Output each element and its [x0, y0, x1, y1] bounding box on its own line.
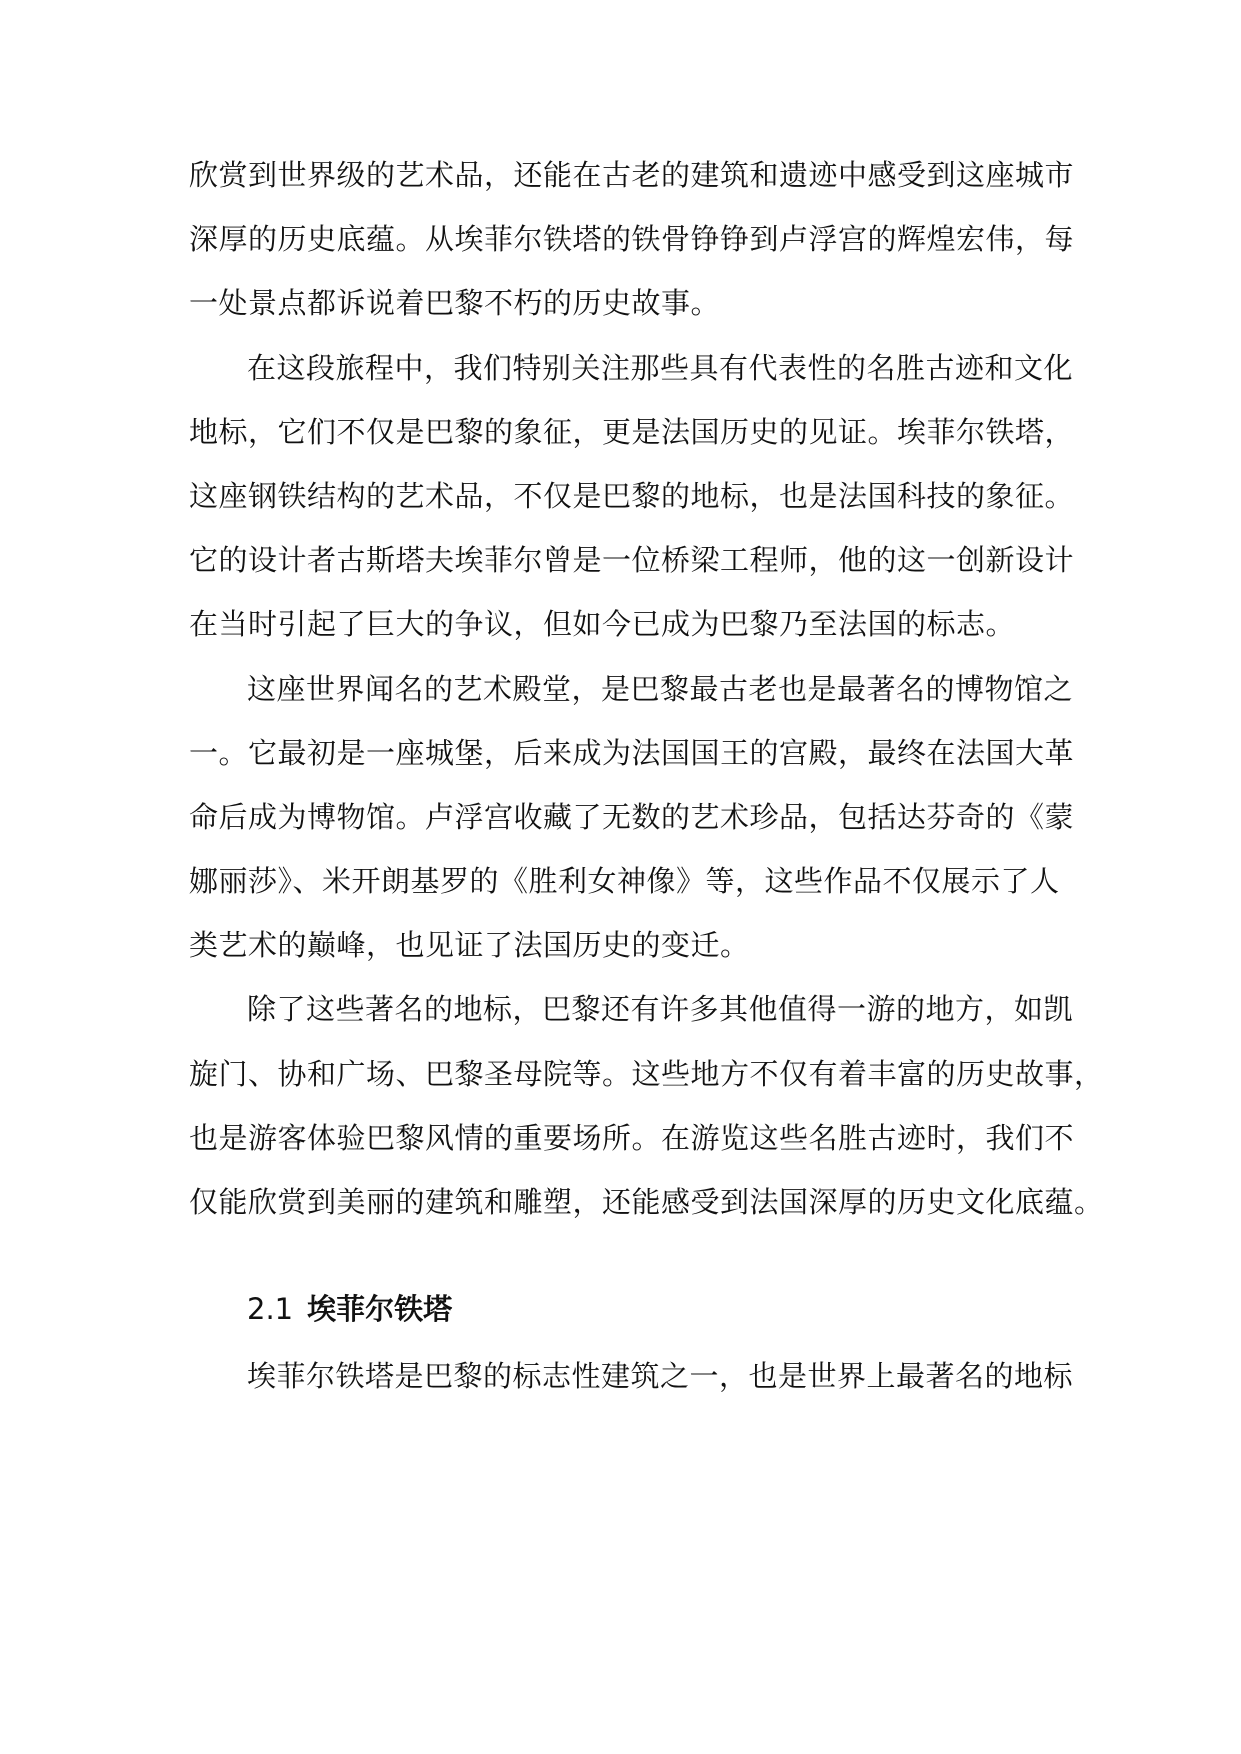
section-spacing	[189, 1234, 1053, 1274]
text-line: 欣赏到世界级的艺术品，还能在古老的建筑和遗迹中感受到这座城市	[189, 158, 1075, 192]
text-line: 旋门、协和广场、巴黎圣母院等。这些地方不仅有着丰富的历史故事，	[189, 1056, 1104, 1091]
section-number: 2.1	[247, 1292, 294, 1327]
text-line: 也是游客体验巴黎风情的重要场所。在游览这些名胜古迹时，我们不	[189, 1120, 1075, 1155]
text-line: 在这段旅程中，我们特别关注那些具有代表性的名胜古迹和文化	[247, 350, 1074, 385]
text-line: 它的设计者古斯塔夫埃菲尔曾是一位桥梁工程师，他的这一创新设计	[189, 543, 1075, 578]
paragraph	[189, 336, 1075, 657]
text-line: 命后成为博物馆。卢浮宫收藏了无数的艺术珍品，包括达芬奇的《蒙	[189, 799, 1075, 834]
section-heading	[189, 1274, 1053, 1344]
paragraph	[189, 657, 1075, 978]
paragraph	[189, 1344, 1074, 1408]
text-line: 这座世界闻名的艺术殿堂，是巴黎最古老也是最著名的博物馆之	[247, 671, 1074, 706]
text-line: 娜丽莎》、米开朗基罗的《胜利女神像》等，这些作品不仅展示了人	[189, 864, 1060, 899]
text-line: 这座钢铁结构的艺术品，不仅是巴黎的地标，也是法国科技的象征。	[189, 478, 1075, 513]
text-line: 一处景点都诉说着巴黎不朽的历史故事。	[189, 286, 721, 321]
text-line: 埃菲尔铁塔是巴黎的标志性建筑之一，也是世界上最著名的地标	[247, 1359, 1074, 1394]
text-line: 仅能欣赏到美丽的建筑和雕塑，还能感受到法国深厚的历史文化底蕴。	[189, 1185, 1104, 1219]
text-line: 除了这些著名的地标，巴黎还有许多其他值得一游的地方，如凯	[247, 992, 1074, 1027]
text-line: 类艺术的巅峰，也见证了法国历史的变迁。	[189, 928, 750, 963]
paragraph	[189, 977, 1104, 1234]
section-title: 埃菲尔铁塔	[307, 1292, 453, 1327]
text-line: 地标，它们不仅是巴黎的象征，更是法国历史的见证。埃菲尔铁塔，	[189, 414, 1075, 449]
text-line: 在当时引起了巨大的争议，但如今已成为巴黎乃至法国的标志。	[189, 607, 1016, 642]
document-body	[189, 143, 1104, 1408]
paragraph	[189, 143, 1075, 336]
text-line: 一。它最初是一座城堡，后来成为法国国王的宫殿，最终在法国大革	[189, 735, 1075, 770]
text-line: 深厚的历史底蕴。从埃菲尔铁塔的铁骨铮铮到卢浮宫的辉煌宏伟，每	[189, 222, 1075, 257]
